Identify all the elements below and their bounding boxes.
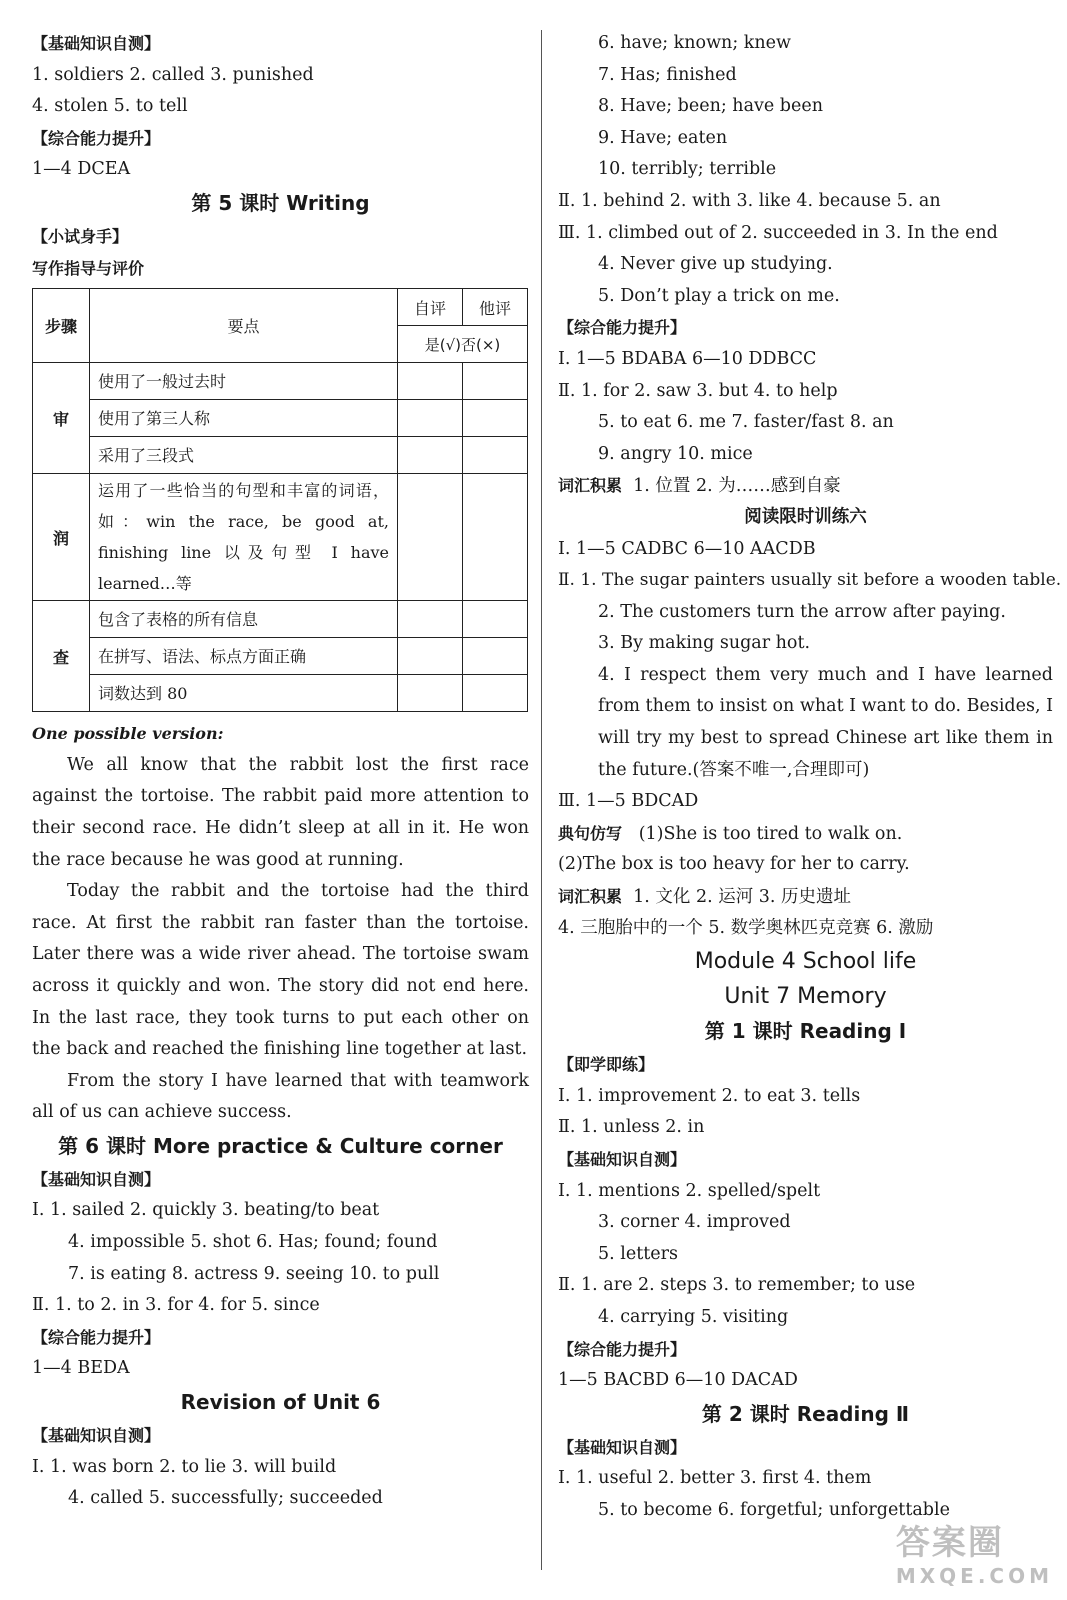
- version-heading: One possible version:: [32, 724, 224, 744]
- section-heading: 【综合能力提升】: [32, 1327, 161, 1347]
- vocab-line: [558, 881, 1053, 913]
- check-cell: [463, 400, 528, 437]
- table-step: 审: [33, 363, 90, 474]
- answer-line: Ⅰ. 1. useful 2. better 3. first 4. them: [558, 1468, 872, 1489]
- answer-line: Ⅰ. 1—5 BDABA 6—10 DDBCC: [558, 348, 817, 369]
- answer-line: Ⅰ. 1. improvement 2. to eat 3. tells: [558, 1085, 861, 1106]
- answer-line: Ⅲ. 1. climbed out of 2. succeeded in 3. In the end: [558, 222, 998, 243]
- vocab-text: 1. 文化 2. 运河 3. 历史遗址: [633, 887, 852, 908]
- check-cell: [463, 638, 528, 675]
- check-cell: [398, 601, 463, 638]
- answer-line: Ⅱ. 1. behind 2. with 3. like 4. because 5. an: [558, 190, 941, 211]
- answer-line: 5. letters: [598, 1243, 678, 1264]
- section-heading: 【基础知识自测】: [32, 1426, 161, 1446]
- imitation-line: [558, 818, 1053, 850]
- table-point: 采用了三段式: [90, 437, 398, 474]
- check-cell: [398, 363, 463, 400]
- answer-line: 4. Never give up studying.: [598, 254, 833, 275]
- check-cell: [398, 474, 463, 601]
- table-header-self: 自评: [398, 289, 463, 326]
- evaluation-table: [32, 288, 528, 712]
- section-heading: 【基础知识自测】: [558, 1150, 687, 1169]
- check-cell: [398, 437, 463, 474]
- check-cell: [463, 601, 528, 638]
- reading-title: 阅读限时训练六: [744, 506, 867, 527]
- answer-line: 9. Have; eaten: [598, 127, 728, 148]
- answer-line: 7. is eating 8. actress 9. seeing 10. to pull: [68, 1263, 440, 1284]
- section-heading: 【综合能力提升】: [32, 128, 161, 148]
- right-column: [558, 28, 1062, 1527]
- answer-line: 8. Have; been; have been: [598, 96, 823, 117]
- section-heading: 【基础知识自测】: [32, 34, 161, 53]
- answer-paragraph: 4. I respect them very much and I have learned from them to insist on what I want to do. Besides, I will try my best to spread Chinese art like them in the future.(答案不唯一,合理即可): [598, 664, 1053, 780]
- answer-line: 5. Don’t play a trick on me.: [598, 285, 840, 306]
- vocab-line: 4. 三胞胎中的一个 5. 数学奥林匹克竞赛 6. 激励: [558, 917, 934, 938]
- answer-line: 6. have; known; knew: [598, 33, 791, 53]
- answer-line: Ⅱ. 1. unless 2. in: [558, 1117, 705, 1138]
- lesson-title: Revision of Unit 6: [180, 1390, 381, 1415]
- answer-line: 4. carrying 5. visiting: [598, 1306, 789, 1327]
- lesson-title: 第 5 课时 Writing: [191, 190, 370, 215]
- table-step: 查: [33, 601, 90, 712]
- table-step: 润: [33, 474, 90, 601]
- answer-line: 4. called 5. successfully; succeeded: [68, 1488, 383, 1509]
- section-heading: 【小试身手】: [32, 226, 129, 246]
- table-point: 使用了一般过去时: [90, 363, 398, 400]
- answer-line: (2)The box is too heavy for her to carry.: [558, 854, 910, 875]
- answer-line: 2. The customers turn the arrow after paying.: [598, 601, 1006, 622]
- table-header-mark: 是(√)否(×): [398, 326, 528, 363]
- column-divider: [541, 30, 542, 1570]
- answer-line: Ⅰ. 1. sailed 2. quickly 3. beating/to beat: [32, 1200, 380, 1221]
- watermark-logo: [896, 1515, 1053, 1588]
- sample-essay: [32, 750, 529, 1129]
- imitation-label: 典句仿写: [558, 823, 623, 843]
- module-title: Module 4 School life: [694, 949, 917, 975]
- answer-line: 1—4 BEDA: [32, 1358, 130, 1379]
- left-column: [32, 28, 529, 1515]
- essay-paragraph: Today the rabbit and the tortoise had the third race. At first the rabbit ran faster than the tortoise. Later there was a wide river ahead. The tortoise swam across it quickly and won. The story did not end here. In the last race, they took turns to put each other on the back and reached the finishing line together at last.: [32, 881, 529, 1060]
- imitation-text: (1)She is too tired to walk on.: [638, 823, 903, 844]
- section-heading: 【基础知识自测】: [32, 1169, 161, 1189]
- essay-paragraph: We all know that the rabbit lost the first race against the tortoise. The rabbit paid more attention to their second race. He didn’t sleep at all in it. He won the race because he was good at running.: [32, 754, 529, 870]
- watermark-text: 答案圈: [895, 1523, 1004, 1563]
- answer-line: 7. Has; finished: [598, 64, 737, 85]
- answer-line: Ⅰ. 1. was born 2. to lie 3. will build: [32, 1456, 337, 1477]
- table-point: 包含了表格的所有信息: [90, 601, 398, 638]
- table-header-point: 要点: [90, 289, 398, 363]
- answer-line: Ⅱ. 1. are 2. steps 3. to remember; to use: [558, 1275, 916, 1296]
- vocab-label: 词汇积累: [558, 476, 623, 496]
- watermark-url: MXQE.COM: [895, 1564, 1053, 1588]
- check-cell: [463, 675, 528, 712]
- lesson-title: 第 2 课时 Reading Ⅱ: [701, 1401, 910, 1426]
- unit-title: Unit 7 Memory: [724, 984, 887, 1010]
- table-point: 运用了一些恰当的句型和丰富的词语，如：win the race, be good at, finishing line 以及句型 I have learned…等: [90, 474, 398, 601]
- lesson-title: 第 6 课时 More practice & Culture corner: [58, 1133, 503, 1158]
- answer-line: 3. By making sugar hot.: [598, 633, 811, 654]
- table-point: 在拼写、语法、标点方面正确: [90, 638, 398, 675]
- section-heading: 【基础知识自测】: [558, 1437, 687, 1457]
- answer-line: 4. stolen 5. to tell: [32, 96, 188, 117]
- check-cell: [463, 437, 528, 474]
- answer-line: Ⅱ. 1. for 2. saw 3. but 4. to help: [558, 380, 838, 401]
- answer-line: Ⅱ. 1. The sugar painters usually sit before a wooden table.: [558, 570, 1062, 591]
- table-header-peer: 他评: [463, 289, 528, 326]
- section-heading: 写作指导与评价: [32, 258, 145, 278]
- table-header-step: 步骤: [33, 289, 90, 363]
- answer-line: 9. angry 10. mice: [598, 443, 753, 464]
- answer-line: 1—4 DCEA: [32, 159, 131, 180]
- check-cell: [463, 363, 528, 400]
- section-heading: 【综合能力提升】: [558, 318, 687, 338]
- answer-line: 5. to become 6. forgetful; unforgettable: [598, 1499, 950, 1520]
- answer-line: 10. terribly; terrible: [598, 159, 777, 180]
- check-cell: [398, 400, 463, 437]
- section-heading: 【即学即练】: [558, 1055, 655, 1075]
- lesson-title: 第 1 课时 Reading Ⅰ: [704, 1019, 907, 1044]
- answer-line: 1—5 BACBD 6—10 DACAD: [558, 1370, 798, 1391]
- answer-line: 1. soldiers 2. called 3. punished: [32, 64, 314, 85]
- essay-paragraph: From the story I have learned that with teamwork all of us can achieve success.: [32, 1070, 529, 1123]
- answer-line: Ⅰ. 1—5 CADBC 6—10 AACDB: [558, 538, 816, 559]
- answer-line: Ⅰ. 1. mentions 2. spelled/spelt: [558, 1180, 821, 1201]
- answer-line: 3. corner 4. improved: [598, 1212, 791, 1233]
- vocab-text: 1. 位置 2. 为……感到自豪: [633, 476, 841, 497]
- check-cell: [398, 638, 463, 675]
- answer-line: Ⅱ. 1. to 2. in 3. for 4. for 5. since: [32, 1295, 320, 1316]
- check-cell: [398, 675, 463, 712]
- section-heading: 【综合能力提升】: [558, 1339, 687, 1359]
- answer-line: 5. to eat 6. me 7. faster/fast 8. an: [598, 412, 894, 433]
- check-cell: [463, 474, 528, 601]
- table-point: 使用了第三人称: [90, 400, 398, 437]
- answer-line: Ⅲ. 1—5 BDCAD: [558, 791, 699, 812]
- vocab-label: 词汇积累: [558, 887, 623, 907]
- vocab-line: [558, 470, 1053, 502]
- answer-line: 4. impossible 5. shot 6. Has; found; found: [68, 1232, 438, 1253]
- table-point: 词数达到 80: [90, 675, 398, 712]
